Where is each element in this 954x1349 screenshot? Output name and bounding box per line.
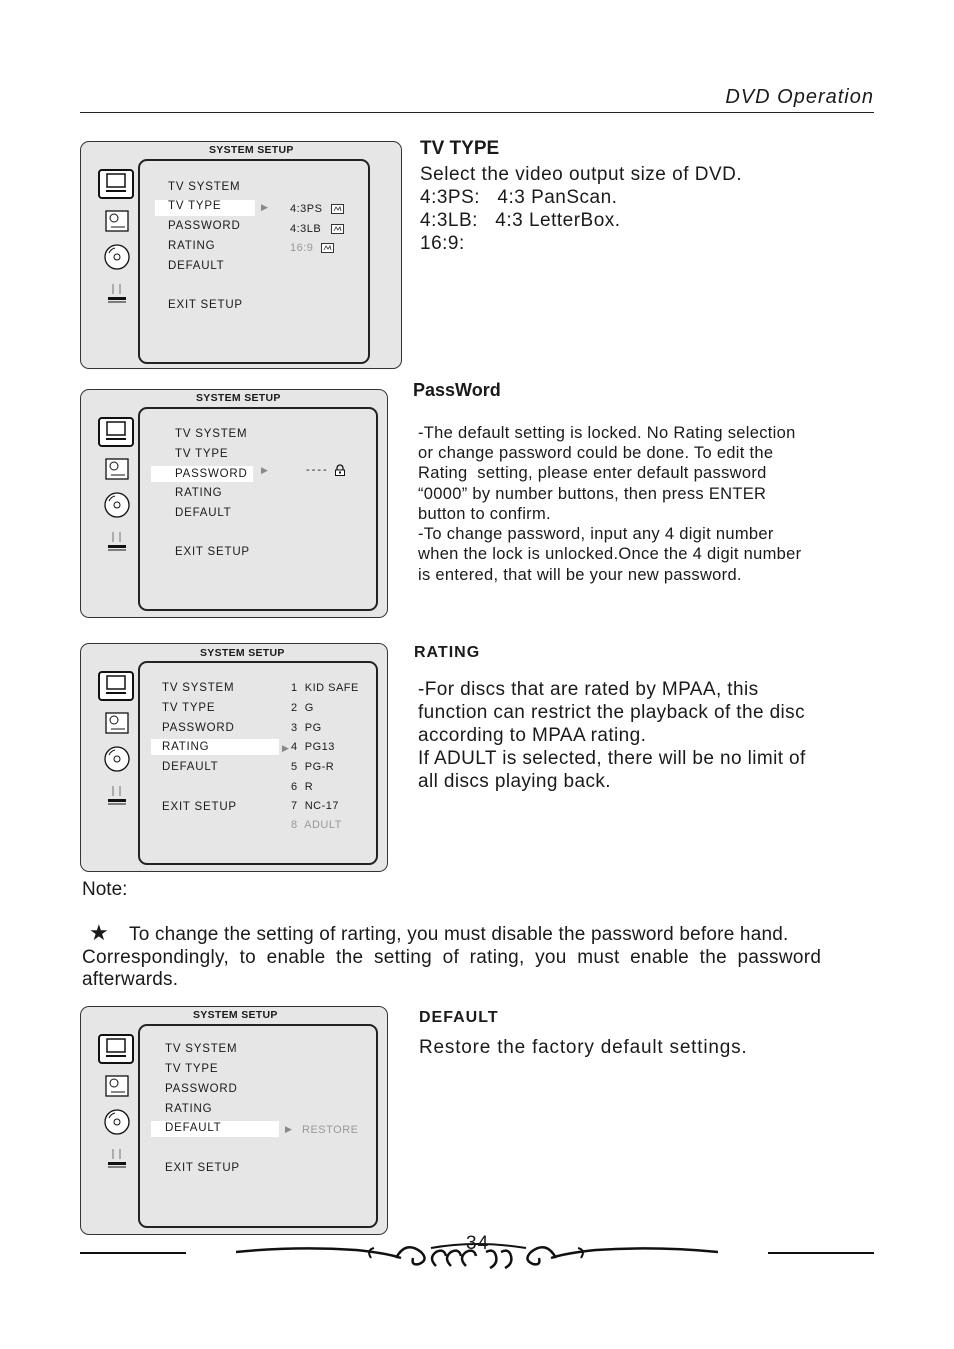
paragraph-line: button to confirm.: [418, 505, 551, 523]
paragraph-line: -The default setting is locked. No Rating selection: [418, 424, 796, 442]
screen-title: SYSTEM SETUP: [209, 144, 294, 156]
menu-item-password[interactable]: PASSWORD: [162, 722, 235, 734]
page-number: 34: [466, 1233, 490, 1254]
settings-sheet-icon[interactable]: [103, 209, 131, 233]
paragraph-line: function can restrict the playback of the disc: [418, 702, 805, 723]
menu-item-default[interactable]: DEFAULT: [162, 761, 219, 773]
note-line: afterwards.: [82, 969, 179, 990]
menu-item-tv-type[interactable]: TV TYPE: [175, 448, 229, 460]
rating-option[interactable]: 6 R: [291, 781, 314, 793]
menu-item-rating[interactable]: RATING: [165, 1103, 213, 1115]
settings-sheet-icon[interactable]: [103, 1074, 131, 1098]
footer-rule-left: [80, 1252, 186, 1254]
menu-item-default[interactable]: DEFAULT: [168, 260, 225, 272]
menu-item-password[interactable]: PASSWORD: [168, 220, 241, 232]
arrow-right-icon: ▶: [285, 1124, 292, 1134]
disc-icon[interactable]: [104, 1109, 130, 1135]
menu-item-password[interactable]: PASSWORD: [175, 468, 248, 480]
disc-icon[interactable]: [104, 244, 130, 270]
lock-icon: [334, 464, 346, 476]
settings-sheet-icon[interactable]: [103, 457, 131, 481]
menu-item-exit-setup[interactable]: EXIT SETUP: [175, 546, 250, 558]
page-header-title: DVD Operation: [725, 86, 874, 108]
menu-item-default[interactable]: DEFAULT: [175, 507, 232, 519]
menu-item-rating[interactable]: RATING: [168, 240, 216, 252]
section-heading: PassWord: [413, 380, 501, 400]
note-line: Correspondingly, to enable the setting of rating, you must enable the password: [82, 947, 822, 968]
paragraph-line: according to MPAA rating.: [418, 725, 647, 746]
menu-item-tv-type[interactable]: TV TYPE: [162, 702, 216, 714]
screen-title: SYSTEM SETUP: [200, 647, 285, 659]
speaker-icon[interactable]: [106, 1147, 128, 1169]
menu-item-tv-system[interactable]: TV SYSTEM: [162, 682, 235, 694]
rating-option[interactable]: 1 KID SAFE: [291, 682, 359, 694]
menu-item-rating[interactable]: RATING: [162, 741, 210, 753]
speaker-icon[interactable]: [106, 784, 128, 806]
menu-item-default[interactable]: DEFAULT: [165, 1122, 222, 1134]
menu-item-tv-type[interactable]: TV TYPE: [165, 1063, 219, 1075]
note-label: Note:: [82, 879, 128, 900]
tv-icon[interactable]: [98, 169, 134, 199]
aspect-ratio-icon: [331, 224, 344, 234]
paragraph-line: Select the video output size of DVD.: [420, 164, 743, 185]
menu-panel: [138, 407, 378, 611]
aspect-ratio-icon: [331, 204, 344, 214]
paragraph-line: -For discs that are rated by MPAA, this: [418, 679, 759, 700]
note-line: To change the setting of rarting, you must disable the password before hand.: [129, 924, 789, 945]
paragraph-line: “0000” by number buttons, then press ENTER: [418, 485, 767, 503]
aspect-ratio-icon: [321, 243, 334, 253]
rating-option[interactable]: 8 ADULT: [291, 819, 342, 831]
rating-option[interactable]: 7 NC-17: [291, 800, 340, 812]
paragraph-line: 16:9:: [420, 233, 465, 254]
arrow-right-icon: ▶: [261, 202, 268, 212]
rating-option[interactable]: 2 G: [291, 702, 314, 714]
password-input[interactable]: ----: [306, 464, 329, 476]
screen-rating: [80, 643, 388, 872]
disc-icon[interactable]: [104, 492, 130, 518]
menu-item-exit-setup[interactable]: EXIT SETUP: [168, 299, 243, 311]
option-4-3lb[interactable]: 4:3LB: [290, 223, 322, 235]
section-heading: RATING: [414, 644, 481, 661]
paragraph-line: If ADULT is selected, there will be no limit of: [418, 748, 806, 769]
paragraph-line: -To change password, input any 4 digit number: [418, 525, 774, 543]
menu-item-tv-system[interactable]: TV SYSTEM: [175, 428, 248, 440]
paragraph-line: 4:3PS: 4:3 PanScan.: [420, 187, 618, 208]
tv-icon[interactable]: [98, 671, 134, 701]
screen-tv-type: [80, 141, 402, 369]
tv-icon[interactable]: [98, 1034, 134, 1064]
menu-item-tv-system[interactable]: TV SYSTEM: [165, 1043, 238, 1055]
menu-item-exit-setup[interactable]: EXIT SETUP: [165, 1162, 240, 1174]
rating-option[interactable]: 4 PG13: [291, 741, 335, 753]
restore-option[interactable]: RESTORE: [302, 1124, 359, 1136]
arrow-right-icon: ▶: [282, 743, 289, 753]
disc-icon[interactable]: [104, 746, 130, 772]
section-heading: TV TYPE: [420, 138, 500, 159]
paragraph-line: Rating setting, please enter default password: [418, 464, 767, 482]
settings-sheet-icon[interactable]: [103, 711, 131, 735]
menu-item-rating[interactable]: RATING: [175, 487, 223, 499]
menu-item-password[interactable]: PASSWORD: [165, 1083, 238, 1095]
paragraph-line: all discs playing back.: [418, 771, 611, 792]
rating-option[interactable]: 5 PG-R: [291, 761, 335, 773]
screen-title: SYSTEM SETUP: [193, 1009, 278, 1021]
paragraph-line: 4:3LB: 4:3 LetterBox.: [420, 210, 621, 231]
screen-default: [80, 1006, 388, 1235]
tv-icon[interactable]: [98, 417, 134, 447]
option-4-3ps[interactable]: 4:3PS: [290, 203, 323, 215]
menu-item-tv-system[interactable]: TV SYSTEM: [168, 181, 241, 193]
star-icon: ★: [89, 920, 109, 945]
option-16-9[interactable]: 16:9: [290, 242, 314, 254]
screen-title: SYSTEM SETUP: [196, 392, 281, 404]
paragraph-line: is entered, that will be your new password.: [418, 566, 742, 584]
header-rule: [80, 112, 874, 113]
menu-item-exit-setup[interactable]: EXIT SETUP: [162, 801, 237, 813]
menu-item-tv-type[interactable]: TV TYPE: [168, 200, 222, 212]
speaker-icon[interactable]: [106, 282, 128, 304]
paragraph-line: when the lock is unlocked.Once the 4 digit number: [418, 545, 802, 563]
rating-option[interactable]: 3 PG: [291, 722, 322, 734]
paragraph-line: Restore the factory default settings.: [419, 1037, 748, 1058]
paragraph-line: or change password could be done. To edit the: [418, 444, 774, 462]
section-heading: DEFAULT: [419, 1009, 499, 1026]
footer-rule-right: [768, 1252, 874, 1254]
arrow-right-icon: ▶: [261, 465, 268, 475]
screen-password: [80, 389, 388, 618]
speaker-icon[interactable]: [106, 530, 128, 552]
